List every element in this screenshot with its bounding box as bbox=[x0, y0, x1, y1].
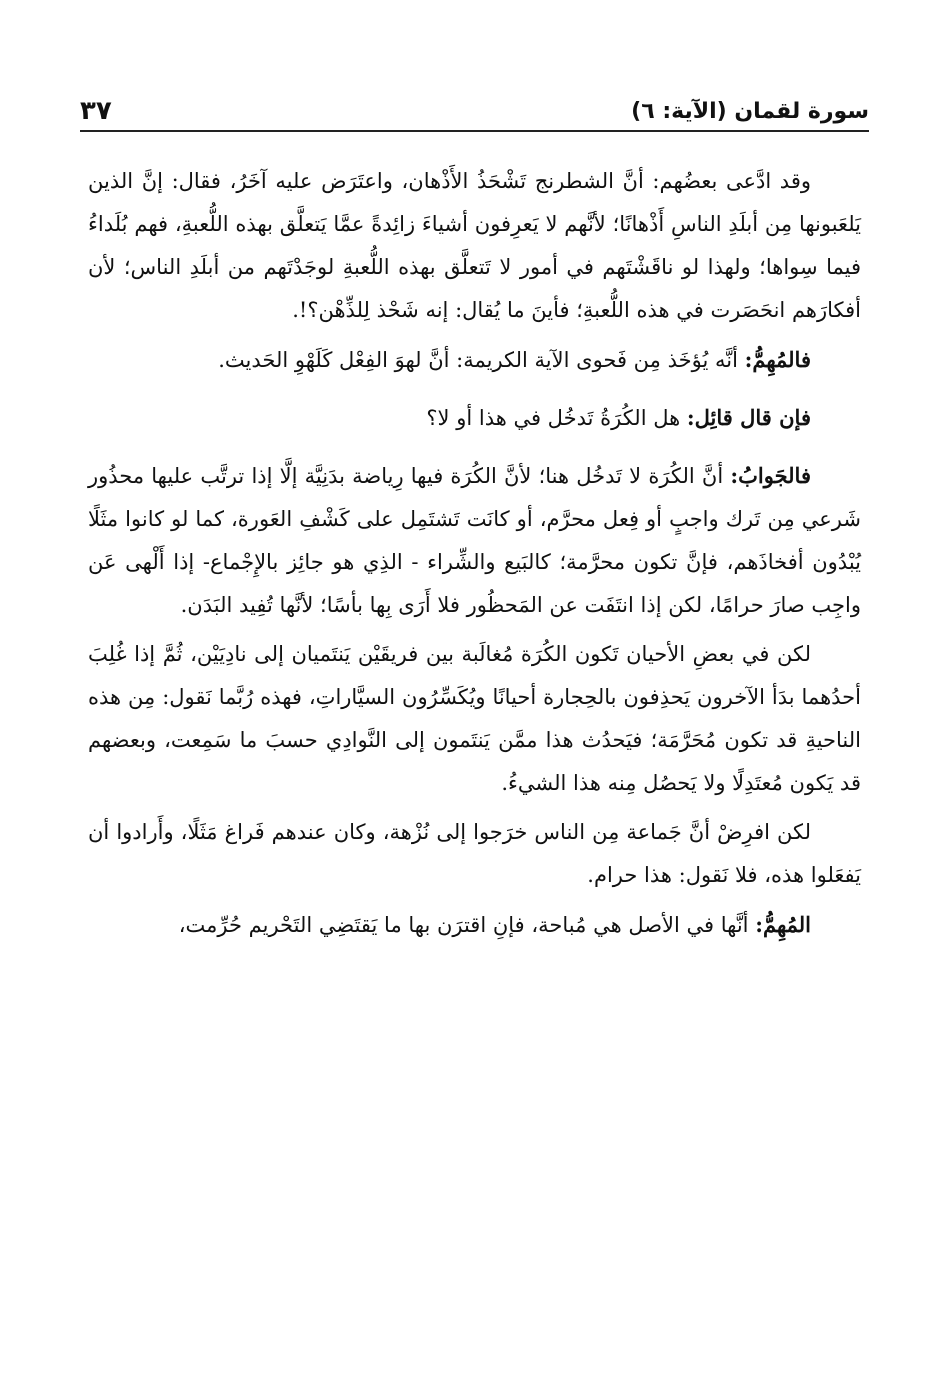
paragraph-answer bbox=[88, 454, 861, 627]
paragraph-lead: فالمُهِمُّ: bbox=[744, 347, 811, 372]
surah-header-title: سورة لقمان (الآية: ٦) bbox=[631, 99, 869, 124]
paragraph-text: وقد ادَّعى بعضُهم: أنَّ الشطرنج تَشْحَذُ الأَذْهان، واعتَرَض عليه آخَرُ، فقال: إنَّ الذين يَلعَبونها مِن أبلَدِ الناسِ أَذْهانًا؛ لأنَّهم لا يَعرِفون أشياءَ زائِدةً عمَّا يَتعلَّق بهذه اللُّعبةِ، فهم بُلَداءُ فيما سِواها؛ ولهذا لو ناقَشْتَهم في أمور لا تَتعلَّق بهذه اللُّعبةِ لوجَدْتَهم من أبلَدِ الناس؛ لأن أفكارَهم انحَصَرت في هذه اللُّعبةِ؛ فأينَ ما يُقال: إنه شَحْذ لِلذِّهْن؟!. bbox=[88, 169, 861, 322]
paragraph-important-point bbox=[88, 338, 861, 382]
paragraph-outing-example bbox=[88, 811, 861, 897]
paragraph-text: أنَّها في الأصل هي مُباحة، فإنِ اقترَن بها ما يَقتَضِي التَحْريم حُرِّمت، bbox=[178, 913, 749, 937]
paragraph-question bbox=[88, 396, 861, 440]
paragraph-text: أنَّه يُؤخَذ مِن فَحوى الآية الكريمة: أنَّ لهوَ الفِعْل كَلَهْوِ الحَديث. bbox=[218, 348, 738, 372]
paragraph-conclusion bbox=[88, 903, 861, 947]
paragraph-lead: فالجَوابُ: bbox=[730, 463, 811, 488]
paragraph-text: لكن افرِضْ أنَّ جَماعة مِن الناس خرَجوا إلى نُزْهة، وكان عندهم فَراغ مَثَلًا، وأَرادوا أن يَفعَلوا هذه، فلا نَقول: هذا حرام. bbox=[88, 820, 861, 887]
paragraph-lead: المُهِمُّ: bbox=[755, 912, 811, 937]
running-header bbox=[80, 92, 869, 132]
page-number: ٣٧ bbox=[80, 96, 112, 126]
page-body bbox=[88, 160, 861, 953]
paragraph-chess-discussion bbox=[88, 160, 861, 332]
paragraph-text: هل الكُرَةُ تَدخُل في هذا أو لا؟ bbox=[426, 406, 681, 430]
paragraph-text: لكن في بعضِ الأحيان تَكون الكُرَة مُغالَبة بين فريقَيْن يَنتَميان إلى نادِيَيْن، ثُمَّ إذا غُلِبَ أحدُهما بدَأ الآخرون يَحذِفون بالحِجارة أحيانًا ويُكَسِّرُون السيَّاراتِ، فهذه رُبَّما نَقول: مِن هذه الناحيةِ قد تكون مُحَرَّمَة؛ فيَحدُث هذا ممَّن يَنتَمون إلى النَّوادِي حسبَ ما سَمِعت، وبعضهم قد يَكون مُعتَدِلًا ولا يَحصُل مِنه هذا الشيءُ. bbox=[88, 642, 861, 795]
paragraph-lead: فإن قال قائِل: bbox=[686, 405, 811, 430]
paragraph-text: أنَّ الكُرَة لا تَدخُل هنا؛ لأنَّ الكُرَة فيها رِياضة بدَنِيَّة إلَّا إذا ترتَّب عليها محذُور شَرعي مِن تَرك واجبٍ أو فِعل محرَّم، أو كانَت تَشتَمِل على كَشْفِ العَورة، كما لو كانوا مثَلًا يُبْدُون أفخاذَهم، فإنَّ تكون محرَّمة؛ كالبَيع والشِّراء - الذِي هو جائِز بالإِجْماع- إذا أَلْهى عَن واجِب صارَ حرامًا، لكن إذا انتَفَت عن المَحظُور فلا أَرَى بِها بأسًا؛ لأنَّها تُفِيد البَدَن. bbox=[88, 464, 861, 617]
paragraph-competition bbox=[88, 633, 861, 805]
